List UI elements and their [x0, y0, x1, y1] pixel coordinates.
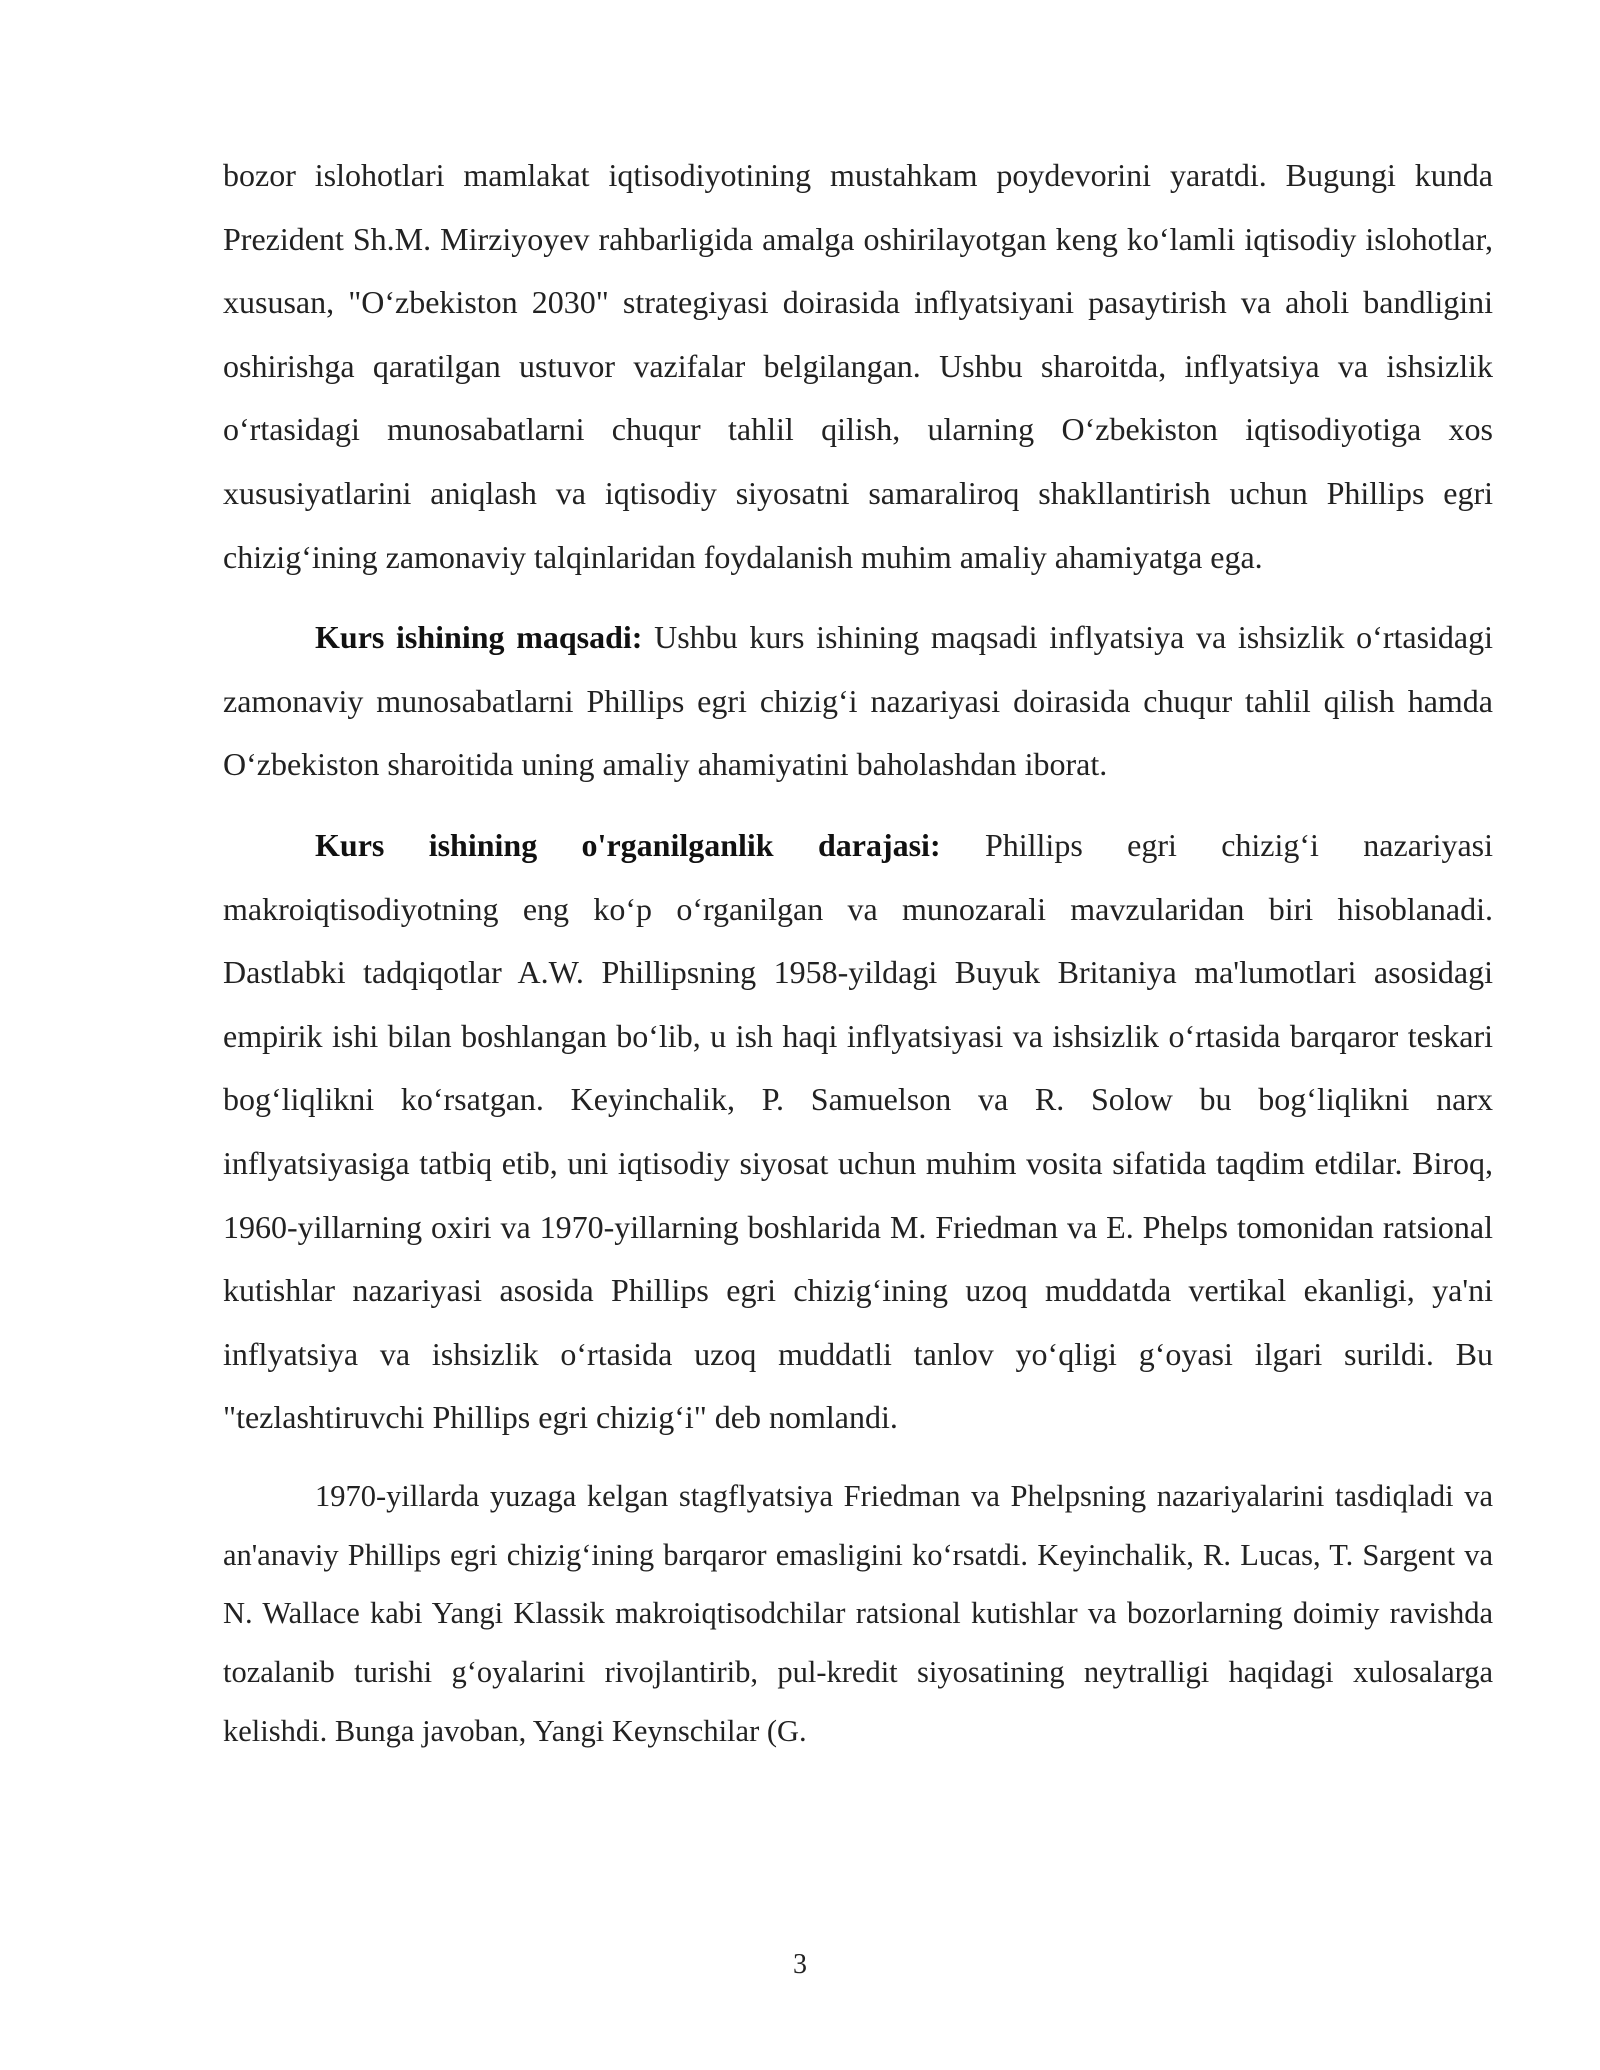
paragraph-text: bozor islohotlari mamlakat iqtisodiyotining mustahkam poydevorini yaratdi. Bugungi kunda Prezident Sh.M. Mirziyoyev rahbarligida amalga oshirilayotgan keng ko‘lamli iqtisodiy islohotlar, xususan, "O‘zbekiston 2030" strategiyasi doirasida inflyatsiyani pasaytirish va aholi bandligini oshirishga qaratilgan ustuvor vazifalar belgilangan. Ushbu sharoitda, inflyatsiya va ishsizlik o‘rtasidagi munosabatlarni chuqur tahlil qilish, ularning O‘zbekiston iqtisodiyotiga xos xususiyatlarini aniqlash va iqtisodiy siyosatni samaraliroq shakllantirish uchun Phillips egri chizig‘ining zamonaviy talqinlaridan foydalanish muhim amaliy ahamiyatga ega. [223, 157, 1493, 575]
paragraph-heading-goal: Kurs ishining maqsadi: [315, 619, 643, 656]
paragraph-text: 1970-yillarda yuzaga kelgan stagflyatsiya Friedman va Phelpsning nazariyalarini tasdiqladi va an'anaviy Phillips egri chizig‘ining barqaror emasligini ko‘rsatdi. Keyinchalik, R. Lucas, T. Sargent va N. Wallace kabi Yangi Klassik makroiqtisodchilar ratsional kutishlar va bozorlarning doimiy ravishda tozalanib turishi g‘oyalarini rivojlantirib, pul-kredit siyosatining neytralligi haqidagi xulosalarga kelishdi. Bunga javoban, Yangi Keynschilar (G. [223, 1478, 1493, 1748]
document-page-body [223, 144, 1493, 1760]
paragraph-intro-continuation [223, 144, 1493, 589]
paragraph-text: Phillips egri chizig‘i nazariyasi makroiqtisodiyotning eng ko‘p o‘rganilgan va munozarali mavzularidan biri hisoblanadi. Dastlabki tadqiqotlar A.W. Phillipsning 1958-yildagi Buyuk Britaniya ma'lumotlari asosidagi empirik ishi bilan boshlangan bo‘lib, u ish haqi inflyatsiyasi va ishsizlik o‘rtasida barqaror teskari bog‘liqlikni ko‘rsatgan. Keyinchalik, P. Samuelson va R. Solow bu bog‘liqlikni narx inflyatsiyasiga tatbiq etib, uni iqtisodiy siyosat uchun muhim vosita sifatida taqdim etdilar. Biroq, 1960-yillarning oxiri va 1970-yillarning boshlarida M. Friedman va E. Phelps tomonidan ratsional kutishlar nazariyasi asosida Phillips egri chizig‘ining uzoq muddatda vertikal ekanligi, ya'ni inflyatsiya va ishsizlik o‘rtasida uzoq muddatli tanlov yo‘qligi g‘oyasi ilgari surildi. Bu "tezlashtiruvchi Phillips egri chizig‘i" deb nomlandi. [223, 826, 1494, 1436]
paragraph-course-goal [223, 606, 1493, 797]
page-number: 3 [793, 1949, 807, 1980]
paragraph-heading-research-degree: Kurs ishining o'rganilganlik darajasi: [315, 826, 941, 863]
paragraph-text: Ushbu kurs ishining maqsadi inflyatsiya va ishsizlik o‘rtasidagi zamonaviy munosabatlarni Phillips egri chizig‘i nazariyasi doirasida chuqur tahlil qilish hamda O‘zbekiston sharoitida uning amaliy ahamiyatini baholashdan iborat. [223, 619, 1494, 783]
paragraph-stagflation [223, 1467, 1493, 1761]
paragraph-research-degree [223, 814, 1493, 1450]
